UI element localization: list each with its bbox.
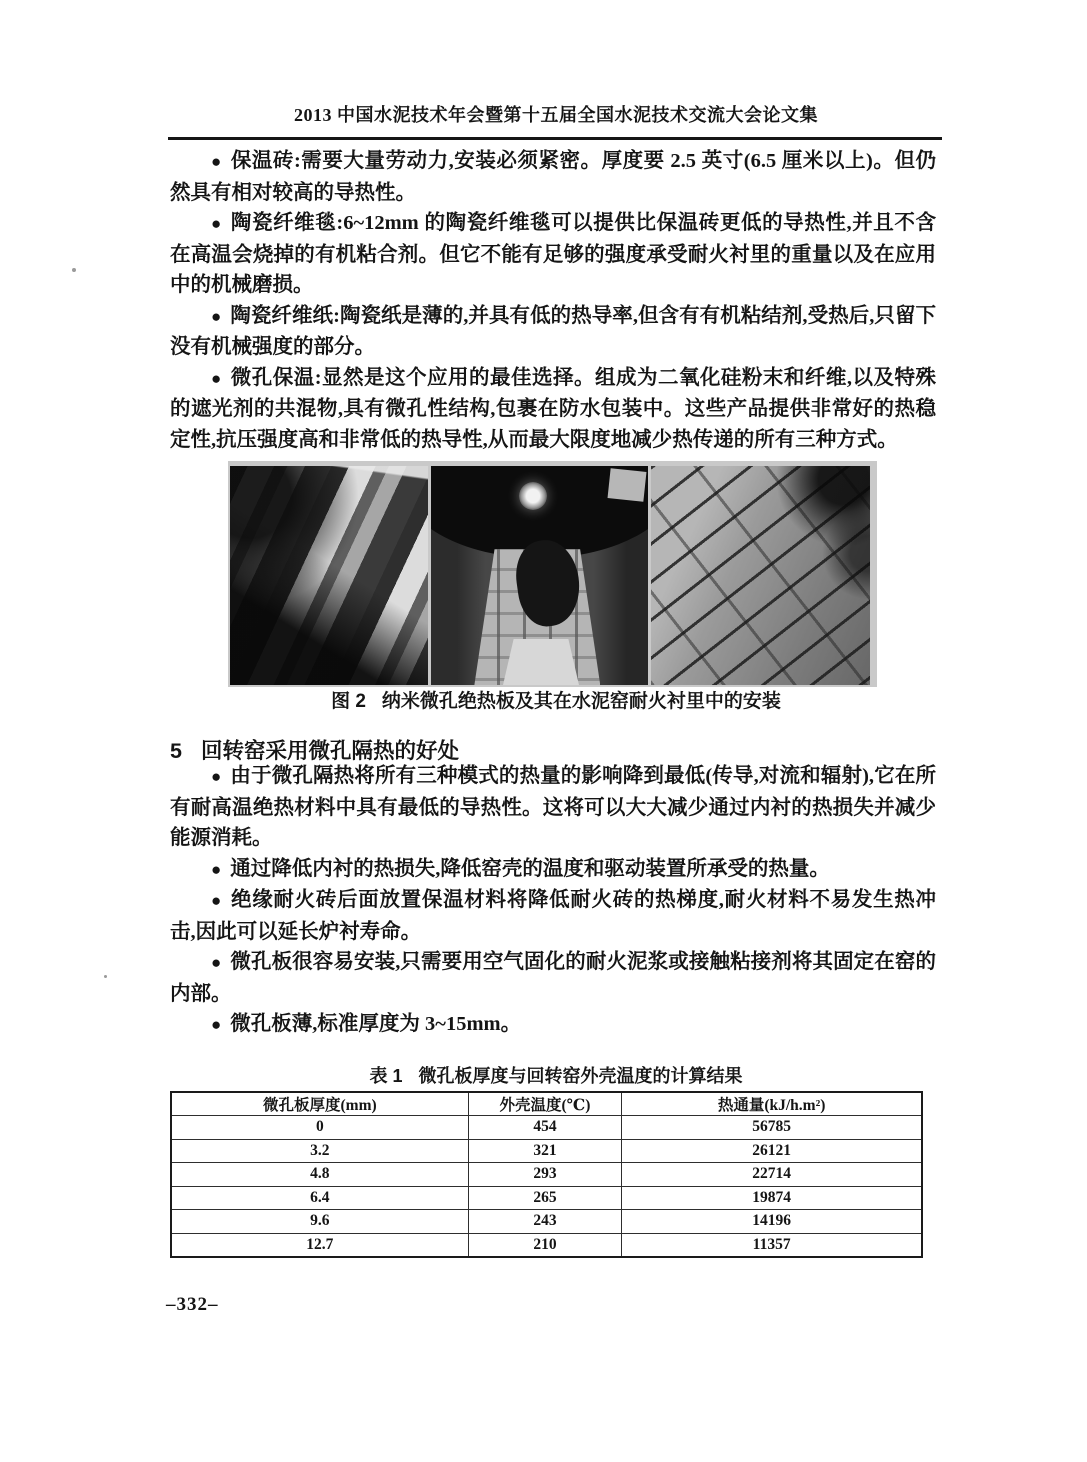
bullet-icon: ● [211, 306, 222, 326]
table-row [171, 1139, 922, 1163]
table-row [171, 1116, 922, 1140]
cell-temperature: 293 [468, 1163, 622, 1187]
cell-thickness: 4.8 [171, 1163, 468, 1187]
paragraph-text: 陶瓷纤维纸:陶瓷纸是薄的,并具有低的热导率,但含有有机粘结剂,受热后,只留下没有机械强度的部分。 [170, 304, 936, 358]
paragraph-text: 微孔保温:显然是这个应用的最佳选择。组成为二氧化硅粉末和纤维,以及特殊的遮光剂的共混物,具有微孔性结构,包裹在防水包装中。这些产品提供非常好的热稳定性,抗压强度高和非常低的热导性,从而最大限度地减少热传递的所有三种方式。 [170, 366, 936, 451]
cell-temperature: 265 [468, 1186, 622, 1210]
table-row [171, 1186, 922, 1210]
bullet-icon: ● [211, 214, 222, 233]
paragraph-text: 陶瓷纤维毯:6~12mm 的陶瓷纤维毯可以提供比保温砖更低的导热性,并且不含在高温会烧掉的有机粘合剂。但它不能有足够的强度承受耐火衬里的重量以及在应用中的机械磨损。 [170, 212, 936, 296]
paragraph-text: 通过降低内衬的热损失,降低窑壳的温度和驱动装置所承受的热量。 [230, 857, 830, 880]
table-title-label: 表 1 [369, 1066, 403, 1086]
section-number: 5 [170, 739, 182, 763]
cell-thickness: 3.2 [171, 1139, 468, 1163]
cell-heat-flux: 22714 [622, 1163, 922, 1187]
cell-heat-flux: 26121 [622, 1139, 922, 1163]
header-rule [168, 137, 942, 140]
section-title: 回转窑采用微孔隔热的好处 [200, 739, 459, 763]
bullet-paragraph-ceramic-fiber-paper [170, 301, 936, 363]
scan-speck [104, 975, 107, 978]
photo-kiln-interior-lining-installation [431, 466, 648, 685]
bullet-paragraph-microporous-insulation [170, 363, 936, 456]
kiln-corner-highlight [608, 468, 647, 502]
paragraph-text: 由于微孔隔热将所有三种模式的热量的影响降到最低(传导,对流和辐射),它在所有耐高温绝热材料中具有最低的导热性。这将可以大大减少通过内衬的热损失并减少能源消耗。 [170, 765, 936, 849]
bullet-icon: ● [211, 1015, 222, 1034]
bullet-paragraph-insulating-brick [170, 146, 936, 208]
thickness-temperature-table [170, 1091, 923, 1258]
cell-thickness: 12.7 [171, 1233, 468, 1257]
bullet-icon: ● [211, 152, 222, 171]
paragraph-text: 微孔板薄,标准厚度为 3~15mm。 [230, 1013, 522, 1035]
paragraph-text: 微孔板很容易安装,只需要用空气固化的耐火泥浆或接触粘接剂将其固定在窑的内部。 [170, 951, 936, 1005]
cell-thickness: 0 [171, 1116, 468, 1140]
benefits-bullet-list [170, 761, 936, 1041]
bullet-paragraph-lowest-conductivity [170, 761, 936, 854]
cell-temperature: 210 [468, 1233, 622, 1257]
table-header-row [171, 1092, 922, 1116]
bullet-paragraph-ceramic-fiber-blanket [170, 208, 936, 301]
table-row [171, 1210, 922, 1234]
table-title [170, 1062, 942, 1088]
cell-temperature: 243 [468, 1210, 622, 1234]
figure-caption-label: 图 2 [331, 691, 366, 712]
figure-caption [170, 686, 942, 713]
page-number: –332– [166, 1294, 219, 1315]
photo-microporous-insulation-boards [230, 466, 428, 685]
bullet-paragraph-thin-boards [170, 1009, 936, 1041]
bullet-icon: ● [211, 368, 222, 388]
table-title-text: 微孔板厚度与回转窑外壳温度的计算结果 [418, 1066, 743, 1086]
running-header-title: 2013 中国水泥技术年会暨第十五届全国水泥技术交流大会论文集 [294, 105, 818, 125]
figure-2-photo-strip [228, 461, 877, 687]
column-header-shell-temperature: 外壳温度(℃) [468, 1092, 622, 1116]
scan-speck [72, 268, 76, 272]
materials-bullet-list [170, 146, 936, 455]
bullet-paragraph-easy-installation [170, 947, 936, 1009]
cell-heat-flux: 19874 [622, 1186, 922, 1210]
paragraph-text: 绝缘耐火砖后面放置保温材料将降低耐火砖的热梯度,耐火材料不易发生热冲击,因此可以延长炉衬寿命。 [170, 889, 936, 943]
table-row [171, 1163, 922, 1187]
column-header-thickness: 微孔板厚度(mm) [171, 1092, 468, 1116]
bullet-icon: ● [211, 767, 222, 786]
cell-thickness: 9.6 [171, 1210, 468, 1234]
cell-thickness: 6.4 [171, 1186, 468, 1210]
cell-temperature: 454 [468, 1116, 622, 1140]
cell-heat-flux: 11357 [622, 1233, 922, 1257]
cell-heat-flux: 56785 [622, 1116, 922, 1140]
fresh-board-patch [503, 639, 579, 685]
photo-brick-lining-closeup [651, 466, 870, 685]
kiln-lamp [519, 482, 547, 510]
table-row [171, 1233, 922, 1257]
figure-caption-text: 纳米微孔绝热板及其在水泥窑耐火衬里中的安装 [381, 691, 781, 712]
paragraph-text: 保温砖:需要大量劳动力,安装必须紧密。厚度要 2.5 英寸(6.5 厘米以上)。但仍然具有相对较高的导热性。 [170, 150, 936, 204]
bullet-paragraph-thermal-gradient [170, 885, 936, 947]
bullet-icon: ● [211, 859, 222, 879]
cell-temperature: 321 [468, 1139, 622, 1163]
column-header-heat-flux: 热通量(kJ/h.m²) [622, 1092, 922, 1116]
bullet-icon: ● [211, 891, 222, 910]
bullet-icon: ● [211, 953, 222, 972]
cell-heat-flux: 14196 [622, 1210, 922, 1234]
bullet-paragraph-shell-temperature [170, 854, 936, 886]
